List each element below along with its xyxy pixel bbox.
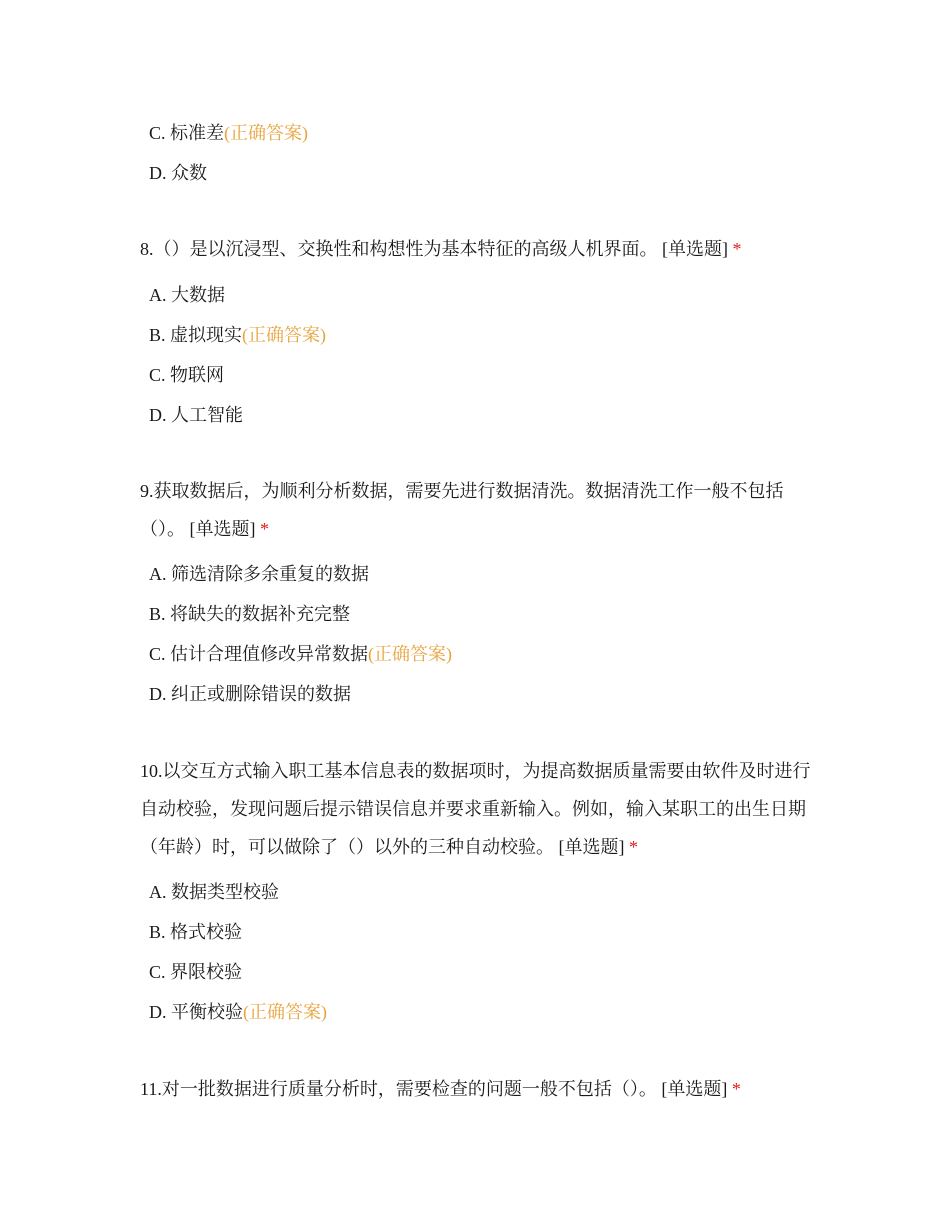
question-type: [单选题] bbox=[662, 239, 728, 259]
option-label: D. 人工智能 bbox=[149, 405, 243, 425]
q8-option-b bbox=[149, 323, 326, 347]
required-mark: * bbox=[629, 837, 638, 857]
option-label: A. 筛选清除多余重复的数据 bbox=[149, 564, 369, 584]
q10-option-a bbox=[149, 880, 279, 904]
option-label: A. 大数据 bbox=[149, 285, 225, 305]
question-10-text bbox=[140, 752, 820, 866]
option-label: B. 虚拟现实 bbox=[149, 325, 243, 345]
question-8-text bbox=[140, 230, 820, 268]
option-label: C. 界限校验 bbox=[149, 962, 243, 982]
q10-option-c bbox=[149, 960, 242, 984]
q8-option-c bbox=[149, 363, 224, 387]
question-stem: 8.（）是以沉浸型、交换性和构想性为基本特征的高级人机界面。 bbox=[140, 239, 658, 259]
q9-option-a bbox=[149, 562, 369, 586]
q9-option-b bbox=[149, 602, 350, 626]
q7-option-c bbox=[149, 121, 308, 145]
option-label: A. 数据类型校验 bbox=[149, 882, 279, 902]
required-mark: * bbox=[260, 519, 269, 539]
question-9-text bbox=[140, 472, 820, 548]
question-stem: 10.以交互方式输入职工基本信息表的数据项时，为提高数据质量需要由软件及时进行自动校验，发现问题后提示错误信息并要求重新输入。例如，输入某职工的出生日期（年龄）时，可以做除了（）以外的三种自动校验。 bbox=[140, 761, 811, 857]
q10-option-d bbox=[149, 1000, 327, 1024]
correct-answer-mark: (正确答案) bbox=[242, 325, 327, 345]
question-stem: 9.获取数据后，为顺利分析数据，需要先进行数据清洗。数据清洗工作一般不包括（）。 bbox=[140, 481, 784, 539]
required-mark: * bbox=[732, 239, 742, 259]
option-label: B. 格式校验 bbox=[149, 922, 243, 942]
question-11-text bbox=[140, 1070, 820, 1108]
q8-option-a bbox=[149, 283, 225, 307]
q9-option-c bbox=[149, 642, 452, 666]
option-label: B. 将缺失的数据补充完整 bbox=[149, 604, 351, 624]
option-label: C. 标准差 bbox=[149, 123, 225, 143]
q7-option-d bbox=[149, 161, 207, 185]
question-type: [单选题] bbox=[189, 519, 256, 539]
option-label: D. 纠正或删除错误的数据 bbox=[149, 684, 351, 704]
option-label: D. 众数 bbox=[149, 163, 207, 183]
option-label: C. 估计合理值修改异常数据 bbox=[149, 644, 369, 664]
q10-option-b bbox=[149, 920, 242, 944]
option-label: C. 物联网 bbox=[149, 365, 225, 385]
correct-answer-mark: (正确答案) bbox=[224, 123, 309, 143]
correct-answer-mark: (正确答案) bbox=[243, 1002, 327, 1022]
correct-answer-mark: (正确答案) bbox=[368, 644, 453, 664]
question-stem: 11.对一批数据进行质量分析时，需要检查的问题一般不包括（）。 bbox=[140, 1079, 657, 1099]
q9-option-d bbox=[149, 682, 351, 706]
question-type: [单选题] bbox=[558, 837, 625, 857]
required-mark: * bbox=[731, 1079, 741, 1099]
q8-option-d bbox=[149, 403, 243, 427]
question-type: [单选题] bbox=[661, 1079, 728, 1099]
option-label: D. 平衡校验 bbox=[149, 1002, 243, 1022]
